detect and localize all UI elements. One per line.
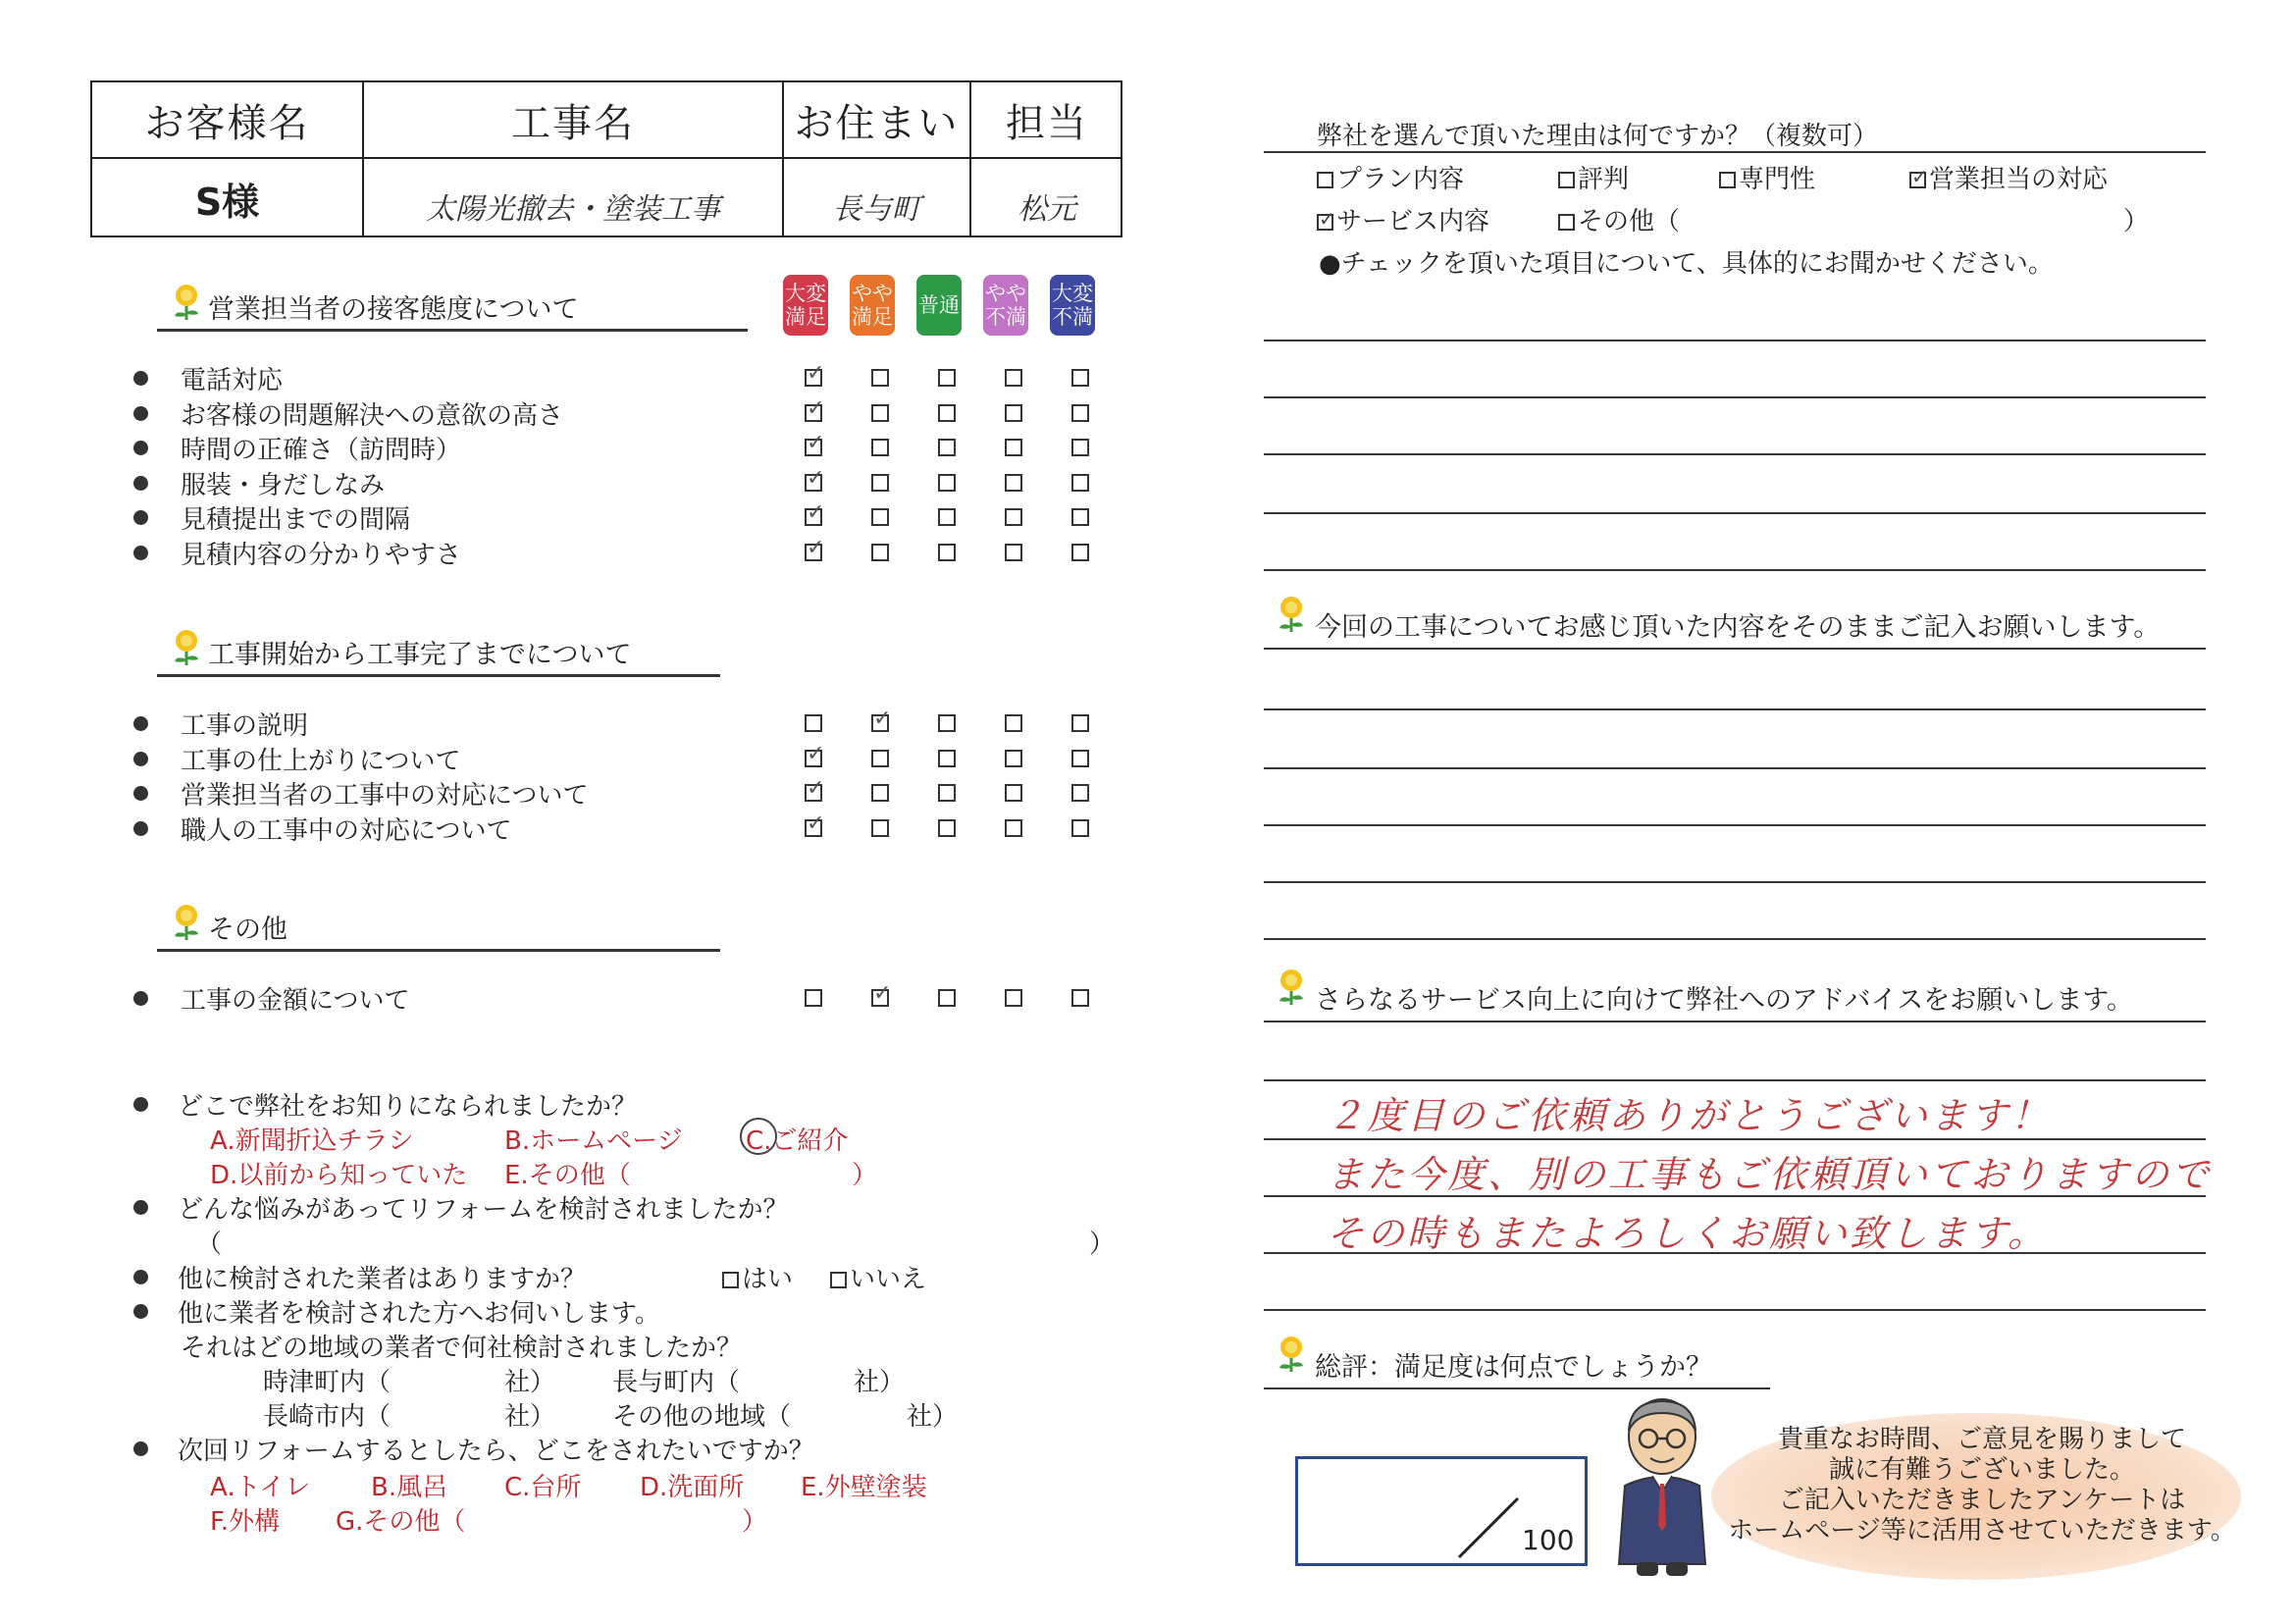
source-option-e-close: ） bbox=[852, 1161, 878, 1190]
flower-icon bbox=[171, 903, 202, 942]
rating-checkbox[interactable] bbox=[1005, 750, 1022, 767]
advice-handwriting-line-2: また今度、別の工事もご依頼頂いておりますので bbox=[1327, 1153, 2213, 1196]
bullet-dot bbox=[133, 441, 148, 455]
rating-checkbox[interactable] bbox=[805, 439, 822, 456]
rating-checkbox[interactable] bbox=[871, 819, 889, 837]
rating-checkbox[interactable] bbox=[1005, 989, 1022, 1007]
next-option-g[interactable]: G.その他（ bbox=[336, 1507, 466, 1537]
customer-name-value: S様 bbox=[194, 180, 260, 224]
next-option-b[interactable]: B.風呂 bbox=[371, 1473, 448, 1502]
source-option-e[interactable]: E.その他（ bbox=[504, 1161, 631, 1190]
section-title-construction bbox=[157, 628, 720, 677]
writing-line[interactable] bbox=[1264, 340, 2206, 341]
rating-checkbox[interactable] bbox=[871, 369, 889, 387]
section-title-text: その他 bbox=[208, 915, 287, 945]
bullet-dot bbox=[133, 716, 148, 731]
next-option-a[interactable]: A.トイレ bbox=[210, 1473, 311, 1502]
next-option-c[interactable]: C.台所 bbox=[504, 1473, 582, 1502]
question-label: お客様の問題解決への意欲の高さ bbox=[181, 400, 564, 431]
question-label: 電話対応 bbox=[181, 365, 284, 395]
header-staff: 担当 bbox=[1006, 100, 1088, 146]
question-label: 見積内容の分かりやすさ bbox=[181, 540, 462, 570]
writing-line[interactable] bbox=[1264, 1309, 2206, 1311]
rating-scale-label: 大変 不満 bbox=[1050, 275, 1095, 336]
rating-checkbox[interactable] bbox=[805, 989, 822, 1007]
rating-checkbox[interactable] bbox=[938, 369, 956, 387]
next-option-e[interactable]: E.外壁塗装 bbox=[801, 1473, 927, 1502]
section-title-text: 工事開始から工事完了までについて bbox=[208, 640, 632, 670]
section-title-impressions bbox=[1264, 595, 2206, 650]
reason-option-service[interactable] bbox=[1317, 201, 1489, 237]
rating-checkbox[interactable] bbox=[1005, 474, 1022, 492]
writing-line[interactable] bbox=[1264, 938, 2206, 940]
writing-line[interactable] bbox=[1264, 767, 2206, 769]
rating-question-row bbox=[133, 468, 386, 500]
writing-line[interactable] bbox=[1264, 1079, 2206, 1081]
question-label: 工事の金額について bbox=[181, 985, 410, 1016]
rating-checkbox[interactable] bbox=[805, 474, 822, 492]
section-underline bbox=[1264, 151, 2206, 153]
rating-checkbox[interactable] bbox=[871, 784, 889, 802]
source-option-a[interactable]: A.新聞折込チラシ bbox=[210, 1126, 414, 1156]
question-next-reform bbox=[133, 1431, 814, 1467]
question-label: 工事の説明 bbox=[181, 710, 309, 741]
bullet-dot bbox=[133, 991, 148, 1006]
section-underline bbox=[157, 674, 720, 677]
rating-checkbox[interactable] bbox=[938, 750, 956, 767]
rating-checkbox[interactable] bbox=[1071, 508, 1089, 526]
reason-option-expertise[interactable] bbox=[1719, 159, 1815, 195]
area-tokitsu: 時津町内（ bbox=[263, 1368, 391, 1397]
reason-option-reputation[interactable] bbox=[1558, 159, 1629, 195]
thanks-line: 貴重なお時間、ご意見を賜りまして bbox=[1777, 1425, 2186, 1454]
flower-icon bbox=[171, 283, 202, 322]
section-title-text: 総評：満足度は何点でしょうか？ bbox=[1315, 1352, 1712, 1383]
section-title-overall bbox=[1264, 1335, 1770, 1389]
rating-scale-label: やや 満足 bbox=[850, 275, 895, 336]
rating-checkbox[interactable] bbox=[1005, 714, 1022, 732]
option-label: その他（ bbox=[1578, 207, 1681, 236]
advice-handwriting-line-3: その時もまたよろしくお願い致します。 bbox=[1327, 1212, 2048, 1255]
rating-checkbox[interactable] bbox=[1071, 439, 1089, 456]
rating-question-row bbox=[133, 363, 283, 393]
option-label: 専門性 bbox=[1739, 165, 1816, 194]
residence-value: 長与町 bbox=[832, 192, 921, 227]
area-nagasaki: 長崎市内（ bbox=[263, 1402, 391, 1432]
section-underline bbox=[157, 329, 748, 332]
flower-icon bbox=[171, 628, 202, 667]
rating-checkbox[interactable] bbox=[871, 989, 889, 1007]
rating-checkbox[interactable] bbox=[805, 508, 822, 526]
reason-other-close: ） bbox=[2123, 207, 2150, 236]
rating-checkbox[interactable] bbox=[938, 714, 956, 732]
company-president-illustration bbox=[1611, 1397, 1713, 1580]
rating-checkbox[interactable] bbox=[1071, 369, 1089, 387]
writing-line[interactable] bbox=[1264, 453, 2206, 455]
rating-checkbox[interactable] bbox=[805, 819, 822, 837]
bullet-dot bbox=[133, 1441, 148, 1456]
checkbox[interactable]: ✓ bbox=[1911, 165, 1928, 188]
rating-checkbox[interactable] bbox=[938, 989, 956, 1007]
area-tokitsu-unit: 社） bbox=[504, 1368, 556, 1397]
rating-checkbox[interactable] bbox=[1071, 474, 1089, 492]
area-other: その他の地域（ bbox=[612, 1402, 792, 1432]
rating-checkbox[interactable] bbox=[871, 439, 889, 456]
checkbox[interactable] bbox=[1719, 172, 1736, 188]
rating-checkbox[interactable] bbox=[938, 784, 956, 802]
rating-checkbox[interactable] bbox=[938, 819, 956, 837]
rating-checkbox[interactable] bbox=[1005, 404, 1022, 422]
reason-option-plan[interactable] bbox=[1317, 159, 1464, 195]
question-text: どんな悩みがあってリフォームを検討されましたか？ bbox=[178, 1195, 789, 1225]
checkbox[interactable] bbox=[1317, 172, 1333, 188]
question-label: 営業担当者の工事中の対応について bbox=[181, 780, 589, 811]
rating-checkbox[interactable] bbox=[1071, 989, 1089, 1007]
question-text: 他に検討された業者はありますか？ bbox=[178, 1265, 587, 1294]
rating-checkbox[interactable] bbox=[805, 404, 822, 422]
question-vendor-area-2: それはどの地域の業者で何社検討されましたか？ bbox=[181, 1334, 743, 1363]
rating-scale-label: やや 不満 bbox=[983, 275, 1028, 336]
rating-question-row bbox=[133, 502, 411, 535]
checkbox[interactable] bbox=[722, 1272, 739, 1288]
rating-question-row bbox=[133, 778, 589, 811]
checkbox[interactable] bbox=[830, 1272, 847, 1288]
rating-checkbox[interactable] bbox=[938, 508, 956, 526]
header-residence: お住まい bbox=[794, 100, 960, 146]
question-label: 服装・身だしなみ bbox=[181, 470, 386, 500]
rating-checkbox[interactable] bbox=[805, 369, 822, 387]
rating-checkbox[interactable] bbox=[1005, 508, 1022, 526]
question-label: 見積提出までの間隔 bbox=[181, 504, 411, 535]
option-label: いいえ bbox=[850, 1265, 927, 1294]
bullet-dot bbox=[133, 1200, 148, 1215]
worry-close-paren: ） bbox=[1089, 1230, 1116, 1259]
reason-option-sales-response[interactable] bbox=[1909, 159, 2108, 195]
rating-checkbox[interactable] bbox=[805, 714, 822, 732]
worry-open-paren: （ bbox=[196, 1230, 223, 1259]
question-vendor-area bbox=[133, 1293, 660, 1330]
rating-checkbox[interactable] bbox=[871, 714, 889, 732]
thanks-line: ホームページ等に活用させていただきます。 bbox=[1728, 1516, 2236, 1545]
thanks-line: 誠に有難うございました。 bbox=[1828, 1455, 2135, 1485]
rating-scale-label: 普通 bbox=[916, 275, 962, 336]
source-option-c[interactable] bbox=[746, 1121, 848, 1157]
checkbox[interactable] bbox=[1558, 172, 1575, 188]
section-title-advice bbox=[1264, 968, 2206, 1022]
selection-circle bbox=[740, 1118, 777, 1155]
rating-question-row bbox=[133, 398, 564, 431]
bullet-dot bbox=[133, 406, 148, 421]
checkbox[interactable] bbox=[1558, 214, 1575, 231]
section-underline bbox=[1264, 648, 2206, 650]
section-title-text: 営業担当者の接客態度について bbox=[208, 294, 579, 325]
option-label: 評判 bbox=[1578, 165, 1630, 194]
bullet-dot bbox=[133, 510, 148, 525]
staff-value: 松元 bbox=[1018, 192, 1076, 227]
rating-scale-label: 大変 満足 bbox=[783, 275, 828, 336]
question-source bbox=[133, 1086, 637, 1123]
flower-icon bbox=[1276, 1335, 1307, 1374]
writing-line[interactable] bbox=[1264, 824, 2206, 826]
rating-question-row bbox=[133, 433, 462, 465]
bullet-dot bbox=[133, 476, 148, 491]
question-text: どこで弊社をお知りになられましたか？ bbox=[178, 1092, 638, 1122]
rating-checkbox[interactable] bbox=[805, 750, 822, 767]
next-option-g-close: ） bbox=[742, 1507, 768, 1537]
rating-checkbox[interactable] bbox=[1071, 750, 1089, 767]
rating-question-row bbox=[133, 538, 462, 570]
rating-checkbox[interactable] bbox=[871, 404, 889, 422]
section-title-text: 今回の工事についてお感じ頂いた内容をそのままご記入お願いします。 bbox=[1315, 612, 2161, 643]
rating-checkbox[interactable] bbox=[1005, 784, 1022, 802]
checkbox[interactable]: ✓ bbox=[1319, 207, 1335, 231]
rating-checkbox[interactable] bbox=[938, 544, 956, 561]
rating-checkbox[interactable] bbox=[871, 508, 889, 526]
area-nagayo: 長与町内（ bbox=[612, 1368, 741, 1397]
reason-followup: ●チェックを頂いた項目について、具体的にお聞かせください。 bbox=[1319, 249, 2054, 279]
bullet-dot bbox=[133, 786, 148, 801]
question-label: 工事の仕上がりについて bbox=[181, 746, 461, 776]
bullet-dot bbox=[133, 546, 148, 560]
bullet-dot bbox=[133, 1097, 148, 1112]
section-title-sales bbox=[157, 283, 748, 332]
question-other-vendor bbox=[133, 1259, 586, 1295]
rating-checkbox[interactable] bbox=[871, 544, 889, 561]
other-vendor-yes[interactable] bbox=[722, 1259, 793, 1295]
rating-checkbox[interactable] bbox=[805, 784, 822, 802]
rating-checkbox[interactable] bbox=[1071, 714, 1089, 732]
option-label: C.ご紹介 bbox=[746, 1126, 849, 1156]
flower-icon bbox=[1276, 595, 1307, 634]
option-label: プラン内容 bbox=[1336, 165, 1465, 194]
customer-info-table bbox=[90, 80, 1122, 237]
section-underline bbox=[1264, 1021, 2206, 1022]
section-underline bbox=[1264, 1387, 1770, 1389]
other-vendor-no[interactable] bbox=[830, 1259, 926, 1295]
section-underline bbox=[157, 949, 720, 952]
score-out-of: 100 bbox=[1522, 1524, 1575, 1556]
rating-question-row bbox=[133, 813, 512, 846]
question-text: 次回リフォームするとしたら、どこをされたいですか？ bbox=[178, 1437, 814, 1466]
rating-checkbox[interactable] bbox=[1071, 819, 1089, 837]
source-option-d[interactable]: D.以前から知っていた bbox=[210, 1161, 468, 1190]
rating-checkbox[interactable] bbox=[1005, 369, 1022, 387]
header-customer-name: お客様名 bbox=[144, 100, 310, 146]
rating-checkbox[interactable] bbox=[871, 750, 889, 767]
writing-line[interactable] bbox=[1264, 708, 2206, 710]
option-label: サービス内容 bbox=[1336, 207, 1490, 236]
flower-icon bbox=[1276, 968, 1307, 1007]
writing-line[interactable] bbox=[1264, 881, 2206, 883]
writing-line[interactable] bbox=[1264, 569, 2206, 571]
rating-checkbox[interactable] bbox=[938, 439, 956, 456]
question-label: 時間の正確さ（訪問時） bbox=[181, 435, 462, 465]
rating-checkbox[interactable] bbox=[1071, 544, 1089, 561]
area-other-unit: 社） bbox=[907, 1402, 959, 1432]
reason-question: 弊社を選んで頂いた理由は何ですか？（複数可） bbox=[1317, 122, 1879, 151]
advice-handwriting-line-1: ２度目のご依頼ありがとうございます！ bbox=[1327, 1094, 2052, 1137]
rating-checkbox[interactable] bbox=[1071, 784, 1089, 802]
rating-checkbox[interactable] bbox=[938, 404, 956, 422]
work-name-value: 太陽光撤去・塗装工事 bbox=[426, 192, 720, 227]
rating-checkbox[interactable] bbox=[1005, 439, 1022, 456]
section-title-other bbox=[157, 903, 720, 952]
rating-checkbox[interactable] bbox=[938, 474, 956, 492]
score-input-box[interactable] bbox=[1295, 1456, 1588, 1566]
header-work-name: 工事名 bbox=[511, 100, 635, 146]
bullet-dot bbox=[133, 1270, 148, 1284]
question-label: 職人の工事中の対応について bbox=[181, 815, 512, 846]
section-title-text: さらなるサービス向上に向けて弊社へのアドバイスをお願いします。 bbox=[1315, 985, 2134, 1016]
rating-checkbox[interactable] bbox=[871, 474, 889, 492]
bullet-dot bbox=[133, 1304, 148, 1319]
option-label: はい bbox=[742, 1265, 794, 1294]
rating-checkbox[interactable] bbox=[1005, 544, 1022, 561]
source-option-b[interactable]: B.ホームページ bbox=[504, 1126, 683, 1156]
writing-line[interactable] bbox=[1264, 512, 2206, 514]
writing-line[interactable] bbox=[1264, 396, 2206, 398]
question-text: 他に業者を検討された方へお伺いします。 bbox=[178, 1299, 660, 1329]
rating-question-row bbox=[133, 983, 410, 1016]
bullet-dot bbox=[133, 752, 148, 766]
rating-question-row bbox=[133, 708, 309, 741]
rating-checkbox[interactable] bbox=[805, 544, 822, 561]
bullet-dot bbox=[133, 821, 148, 836]
rating-checkbox[interactable] bbox=[1071, 404, 1089, 422]
question-worry bbox=[133, 1189, 788, 1226]
reason-option-other[interactable] bbox=[1558, 201, 1680, 237]
rating-question-row bbox=[133, 744, 461, 776]
area-nagasaki-unit: 社） bbox=[504, 1402, 556, 1432]
option-label: 営業担当の対応 bbox=[1929, 165, 2109, 194]
next-option-f[interactable]: F.外構 bbox=[210, 1507, 281, 1537]
area-nagayo-unit: 社） bbox=[854, 1368, 906, 1397]
next-option-d[interactable]: D.洗面所 bbox=[640, 1473, 745, 1502]
thanks-message bbox=[1707, 1425, 2257, 1546]
bullet-dot bbox=[133, 371, 148, 386]
rating-checkbox[interactable] bbox=[1005, 819, 1022, 837]
thanks-line: ご記入いただきましたアンケートは bbox=[1778, 1486, 2186, 1515]
